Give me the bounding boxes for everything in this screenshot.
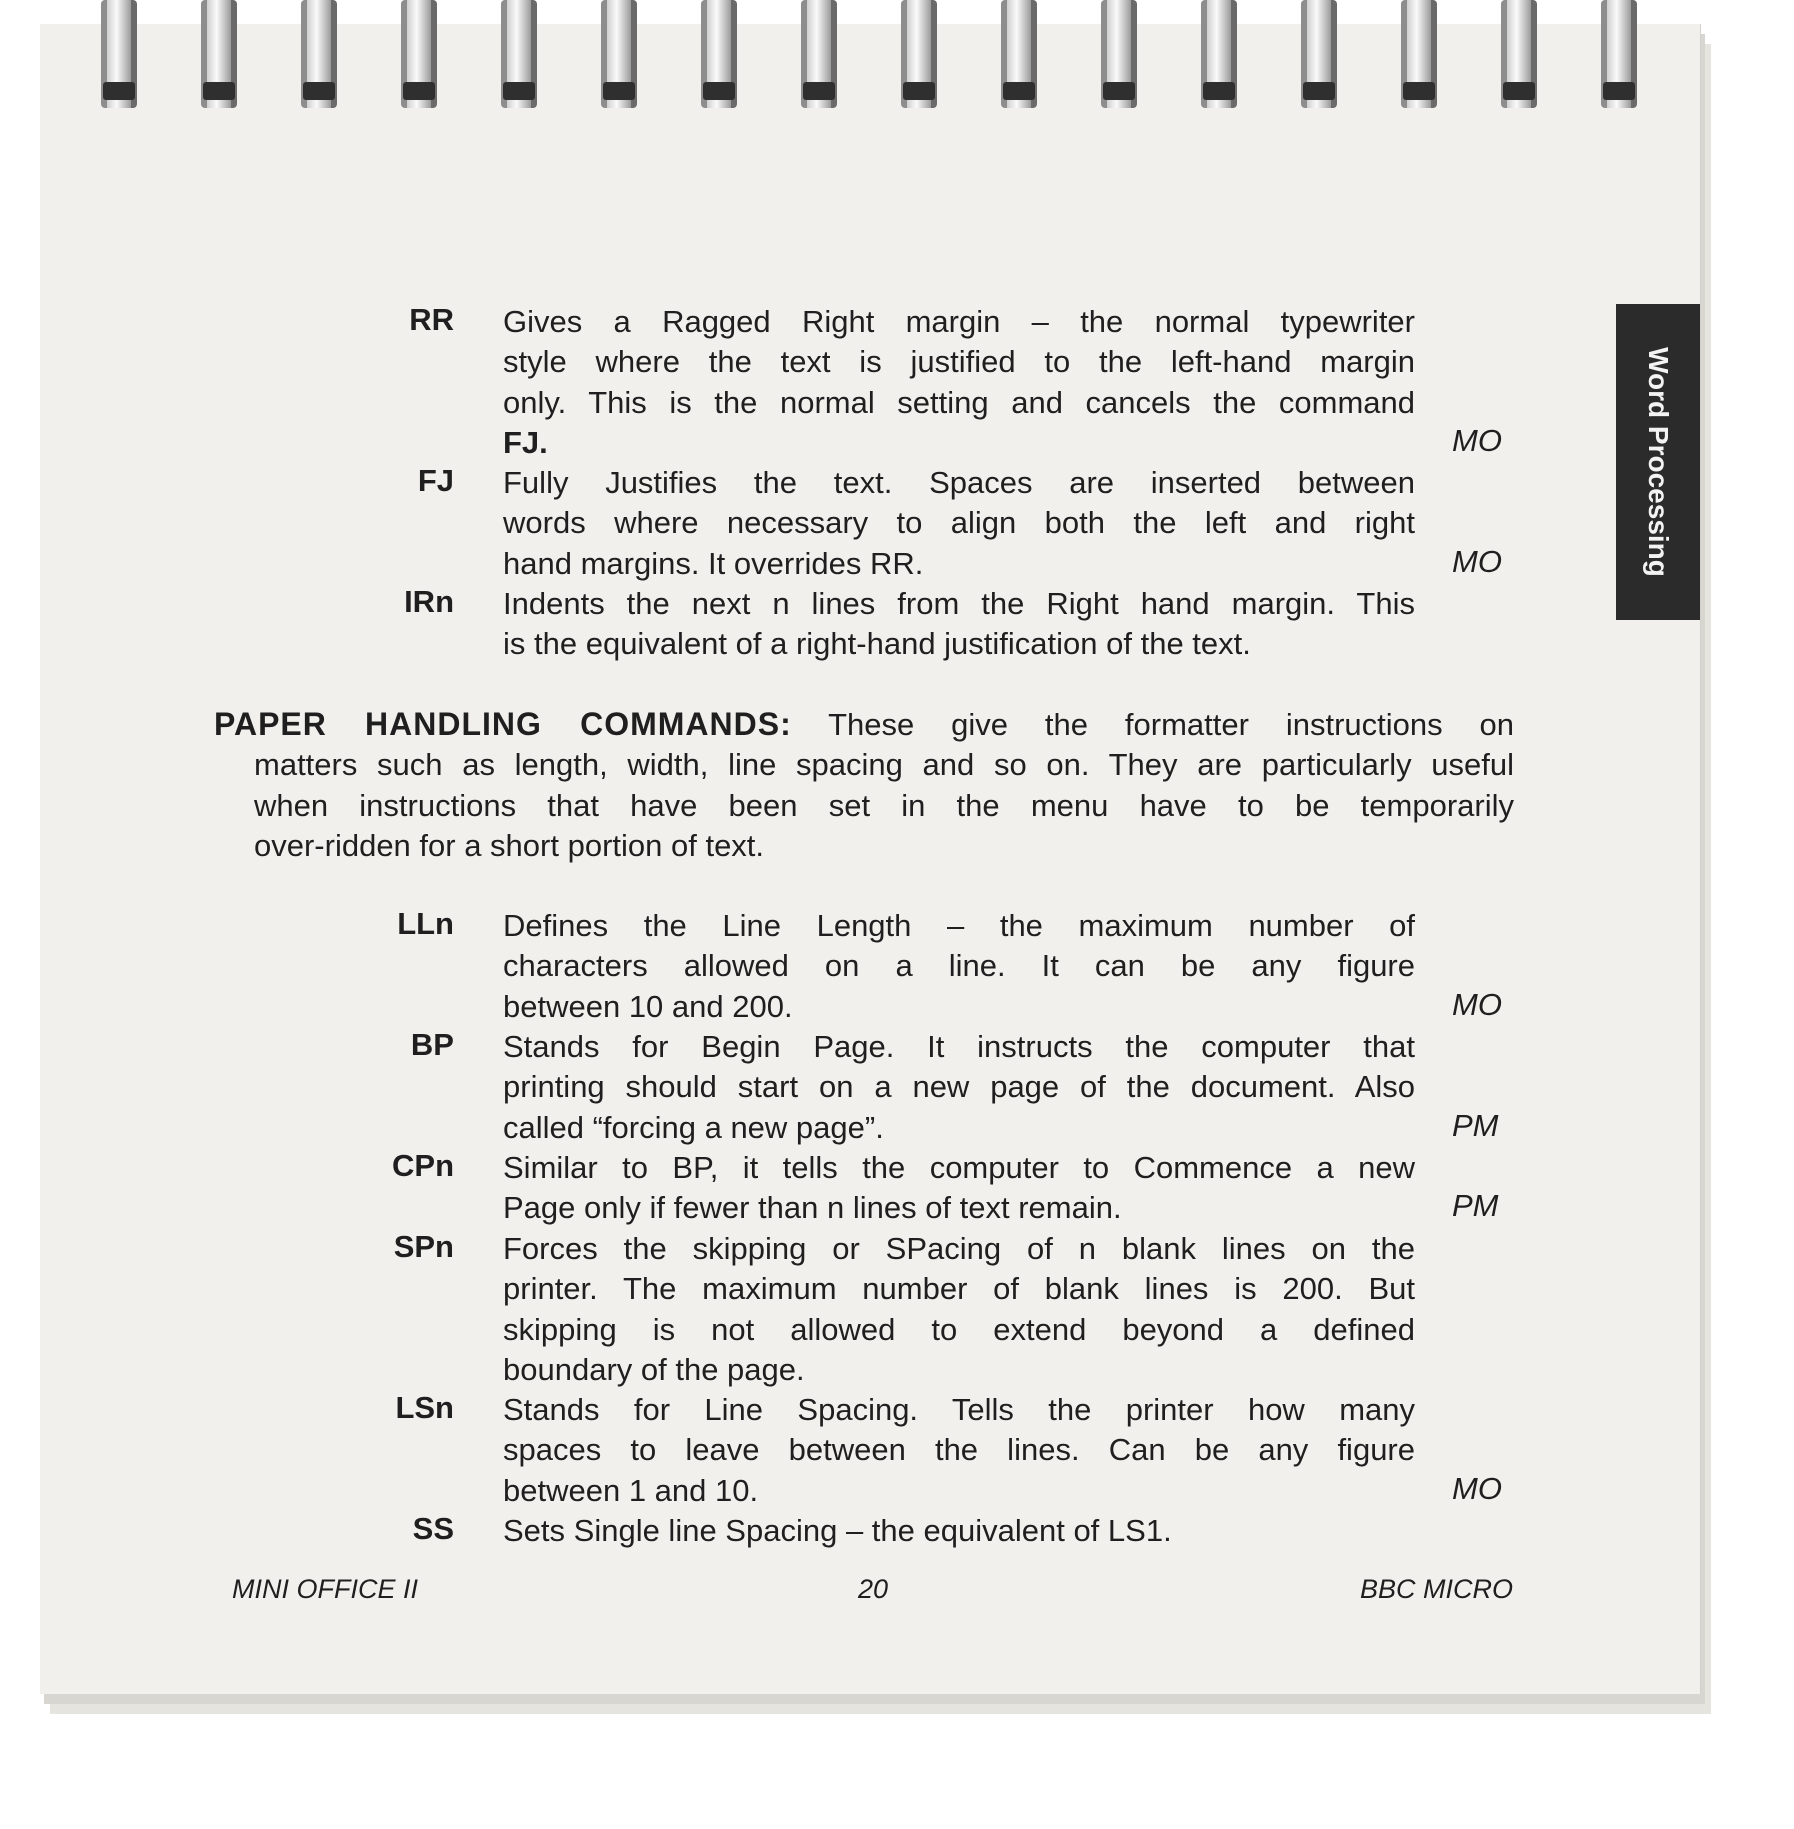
command-code: BP	[410, 1027, 454, 1062]
command-description	[503, 584, 1415, 665]
binding-ring	[1001, 0, 1037, 108]
description-line: Stands for Begin Page. It instructs the computer that	[503, 1029, 1415, 1064]
description-line: Forces the skipping or SPacing of n blank lines on the	[503, 1231, 1415, 1266]
spiral-binding	[40, 0, 1700, 120]
description-line: Fully Justifies the text. Spaces are inserted between	[503, 465, 1415, 500]
section-text: over-ridden for a short portion of text.	[254, 827, 765, 863]
binding-ring	[601, 0, 637, 108]
command-description	[503, 1148, 1415, 1229]
binding-ring	[1401, 0, 1437, 108]
page-number: 20	[858, 1574, 889, 1604]
command-description	[503, 1229, 1415, 1390]
description-line: only. This is the normal setting and cancels the command	[503, 384, 1415, 420]
description-line: hand margins. It overrides RR.	[503, 545, 924, 581]
binding-ring	[701, 0, 737, 108]
description-line: boundary of the page.	[503, 1351, 805, 1387]
section-tab-label: Word Processing	[1643, 347, 1675, 577]
binding-ring	[201, 0, 237, 108]
description-line: Indents the next n lines from the Right hand margin. This	[503, 586, 1415, 621]
binding-ring	[501, 0, 537, 108]
section-tab[interactable]	[1616, 304, 1700, 620]
binding-ring	[1301, 0, 1337, 108]
description-line: Similar to BP, it tells the computer to Commence a new	[503, 1150, 1415, 1185]
command-code: RR	[409, 302, 454, 337]
binding-ring	[1201, 0, 1237, 108]
mode-mark: PM	[1452, 1108, 1499, 1143]
footer-title: MINI OFFICE II	[232, 1574, 418, 1604]
section-heading: PAPER HANDLING COMMANDS:	[214, 706, 792, 742]
description-line: FJ.	[503, 424, 548, 460]
command-code: LLn	[397, 906, 454, 941]
binding-ring	[301, 0, 337, 108]
binding-ring	[401, 0, 437, 108]
mode-mark: MO	[1452, 1471, 1502, 1506]
command-description	[503, 463, 1415, 584]
command-description	[503, 1390, 1415, 1511]
description-line: style where the text is justified to the left-hand margin	[503, 344, 1415, 380]
command-description	[503, 1027, 1415, 1148]
description-line: Gives a Ragged Right margin – the normal typewriter	[503, 304, 1415, 339]
description-line: characters allowed on a line. It can be any figure	[503, 948, 1415, 984]
paper-handling-section	[214, 704, 1514, 866]
binding-ring	[901, 0, 937, 108]
command-code: LSn	[395, 1390, 454, 1425]
command-code: IRn	[404, 584, 454, 619]
mode-mark: PM	[1452, 1188, 1499, 1223]
description-line: Stands for Line Spacing. Tells the printer how many	[503, 1392, 1415, 1427]
description-line: skipping is not allowed to extend beyond a defined	[503, 1311, 1415, 1347]
description-line: printer. The maximum number of blank lines is 200. But	[503, 1271, 1415, 1307]
command-description	[503, 1511, 1415, 1551]
command-code: SS	[412, 1511, 454, 1546]
section-text: matters such as length, width, line spacing and so on. They are particularly useful	[254, 747, 1514, 783]
section-text: when instructions that have been set in the menu have to be temporarily	[254, 787, 1514, 823]
description-line: printing should start on a new page of the document. Also	[503, 1069, 1415, 1105]
command-description	[503, 302, 1415, 463]
description-line: Page only if fewer than n lines of text remain.	[503, 1190, 1122, 1226]
description-line: Sets Single line Spacing – the equivalent of LS1.	[503, 1513, 1172, 1548]
mode-mark: MO	[1452, 423, 1502, 458]
description-line: between 1 and 10.	[503, 1472, 759, 1508]
mode-mark: MO	[1452, 987, 1502, 1022]
footer-platform: BBC MICRO	[1360, 1574, 1514, 1604]
binding-ring	[101, 0, 137, 108]
description-line: Defines the Line Length – the maximum number of	[503, 908, 1415, 943]
binding-ring	[1601, 0, 1637, 108]
description-line: called “forcing a new page”.	[503, 1109, 884, 1145]
command-code: FJ	[417, 463, 454, 498]
binding-ring	[1501, 0, 1537, 108]
section-text: These give the formatter instructions on	[828, 707, 1515, 742]
mode-mark: MO	[1452, 544, 1502, 579]
description-line: words where necessary to align both the left and right	[503, 505, 1415, 541]
description-line: is the equivalent of a right-hand justification of the text.	[503, 626, 1251, 662]
section-first-line	[214, 704, 1514, 745]
binding-ring	[1101, 0, 1137, 108]
command-code: CPn	[392, 1148, 454, 1183]
binding-ring	[801, 0, 837, 108]
description-line: spaces to leave between the lines. Can be any figure	[503, 1432, 1415, 1468]
description-line: between 10 and 200.	[503, 988, 793, 1024]
command-code: SPn	[393, 1229, 454, 1264]
command-description	[503, 906, 1415, 1027]
